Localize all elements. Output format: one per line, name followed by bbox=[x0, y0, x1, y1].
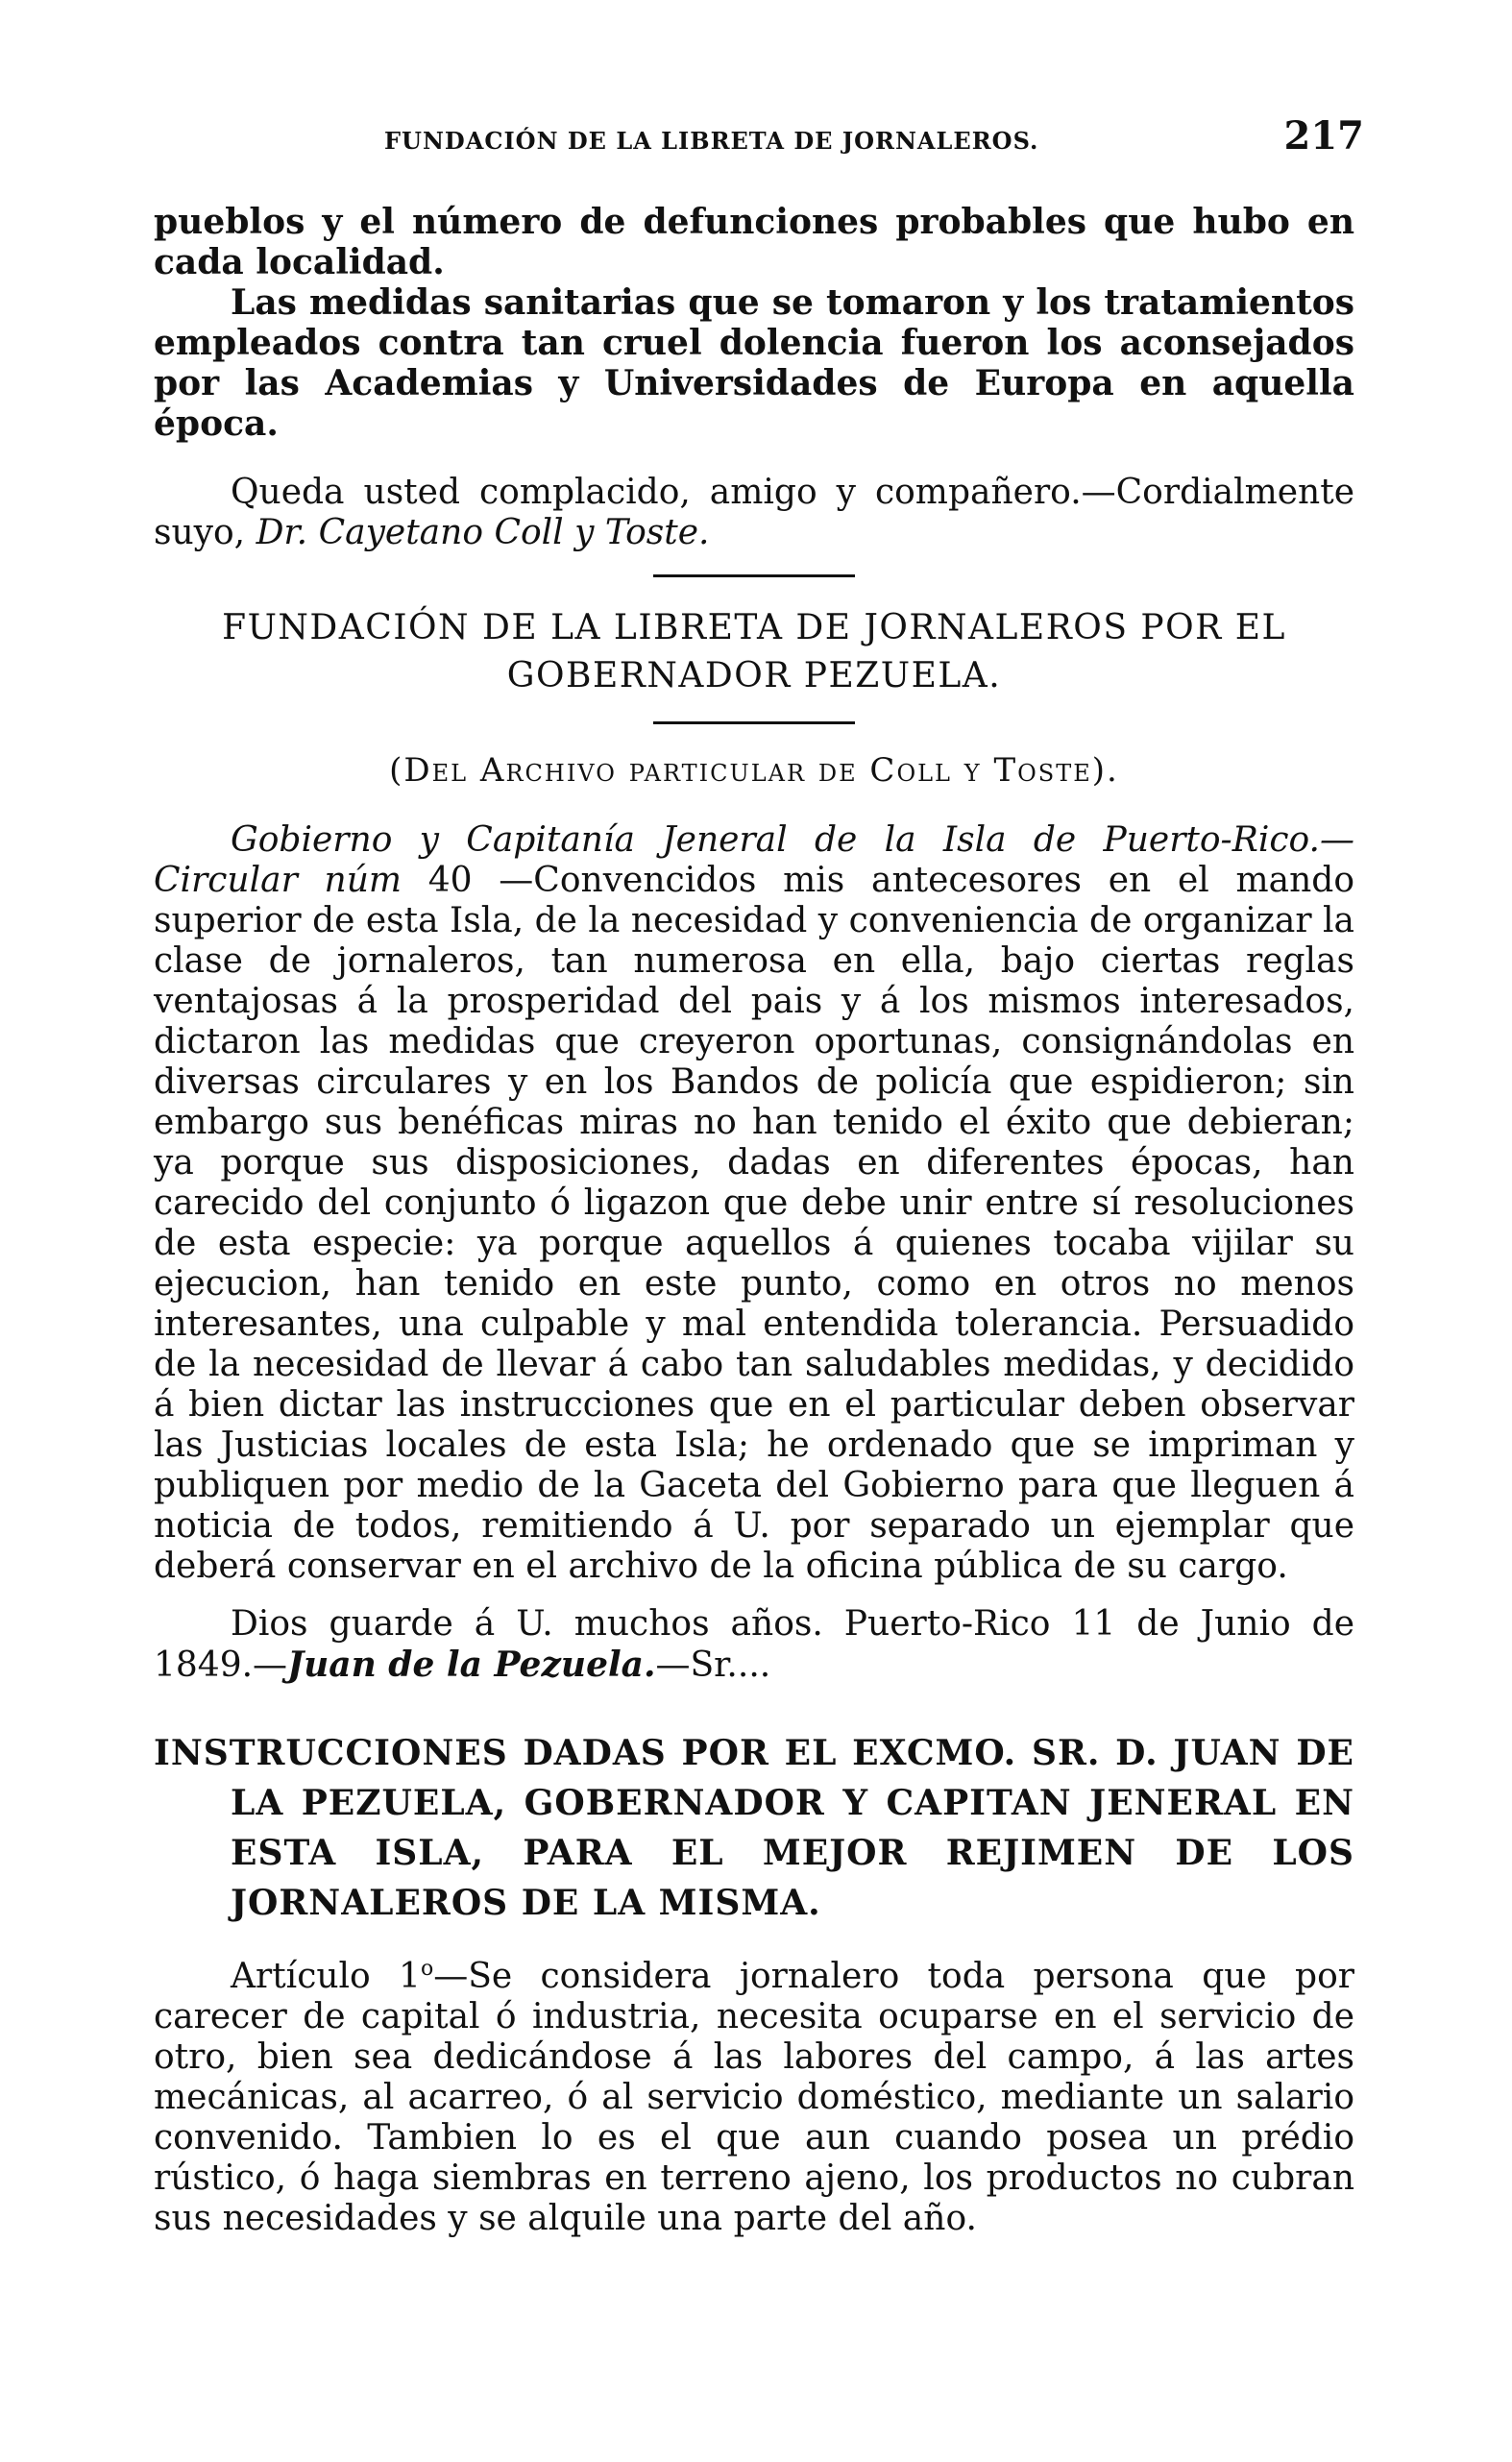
paragraph-closing-letter bbox=[154, 473, 1354, 553]
running-title: FUNDACIÓN DE LA LIBRETA DE JORNALEROS. bbox=[384, 127, 1039, 155]
page-header bbox=[154, 113, 1364, 171]
closing-letter-text: Queda usted complacido, amigo y compañero.—Cordialmente suyo, bbox=[154, 473, 1354, 552]
article-1-ordinal: o bbox=[420, 1957, 434, 1981]
article-1 bbox=[154, 1957, 1354, 2239]
article-1-label: Artículo 1 bbox=[231, 1957, 421, 1996]
instructions-title: INSTRUCCIONES DADAS POR EL EXCMO. SR. D. JUAN DE LA PEZUELA, GOBERNADOR Y CAPITAN JENERAL EN ESTA ISLA, PARA EL MEJOR REJIMEN DE LOS JORNALEROS DE LA MISMA. bbox=[154, 1733, 1354, 1923]
paragraph-continuation: pueblos y el número de defunciones probables que hubo en cada localidad. bbox=[154, 202, 1354, 282]
circular-body: 40 —Convencidos mis antecesores en el mando superior de esta Isla, de la necesidad y conveniencia de organizar la clase de jornaleros, tan numerosa en ella, bajo ciertas reglas ventajosas á la prosperidad del pais y á los mismos interesados, dictaron las medidas que creyeron oportunas, consignándolas en diversas circulares y en los Bandos de policía que espidieron; sin embargo sus benéficas miras no han tenido el éxito que debieran; ya porque sus disposiciones, dadas en diferentes épocas, han carecido del conjunto ó ligazon que debe unir entre sí resoluciones de esta especie: ya porque aquellos á quienes tocaba vijilar su ejecucion, han tenido en este punto, como en otros no menos interesantes, una culpable y mal entendida tolerancia. Persuadido de la necesidad de llevar á cabo tan saludables medidas, y decidido á bien dictar las instrucciones que en el particular deben observar las Justicias locales de esta Isla; he ordenado que se impriman y publiquen por medio de la Gaceta del Gobierno para que lleguen á noticia de todos, remitiendo á U. por separado un ejemplar que deberá conservar en el archivo de la oficina pública de su cargo. bbox=[154, 861, 1354, 1586]
source-attribution: (Del Archivo particular de Coll y Toste). bbox=[389, 751, 1119, 790]
circular-heading: Gobierno y Capitanía Jeneral de la Isla de Puerto-Rico.— Circular núm bbox=[154, 820, 1354, 900]
paragraph-sanitary-measures: Las medidas sanitarias que se tomaron y los tratamientos empleados contra tan cruel dolencia fueron los aconsejados por las Academias y Universidades de Europa en aquella época. bbox=[154, 282, 1354, 444]
article-1-text: —Se considera jornalero toda persona que por carecer de capital ó industria, necesita ocuparse en el servicio de otro, bien sea dedicándose á las labores del campo, á las artes mecánicas, al acarreo, ó al servicio doméstico, mediante un salario convenido. Tambien lo es el que aun cuando posea un prédio rústico, ó haga siembras en terreno ajeno, los productos no cubran sus necesidades y se alquile una parte del año. bbox=[154, 1957, 1354, 2238]
closing-text: Dios guarde á U. muchos años. Puerto-Rico 11 de Junio de 1849.— bbox=[154, 1604, 1354, 1685]
paragraph-closing bbox=[154, 1604, 1354, 1686]
governor-signature: Juan de la Pezuela. bbox=[287, 1645, 656, 1685]
page-number: 217 bbox=[1283, 113, 1364, 158]
divider-rule bbox=[653, 574, 855, 577]
letter-signature: Dr. Cayetano Coll y Toste. bbox=[256, 513, 710, 552]
page-body bbox=[154, 202, 1354, 2239]
paragraph-circular bbox=[154, 820, 1354, 1587]
divider-rule bbox=[653, 721, 855, 724]
closing-tail: —Sr.... bbox=[655, 1645, 771, 1685]
section-title: FUNDACIÓN DE LA LIBRETA DE JORNALEROS POR EL GOBERNADOR PEZUELA. bbox=[222, 608, 1286, 695]
